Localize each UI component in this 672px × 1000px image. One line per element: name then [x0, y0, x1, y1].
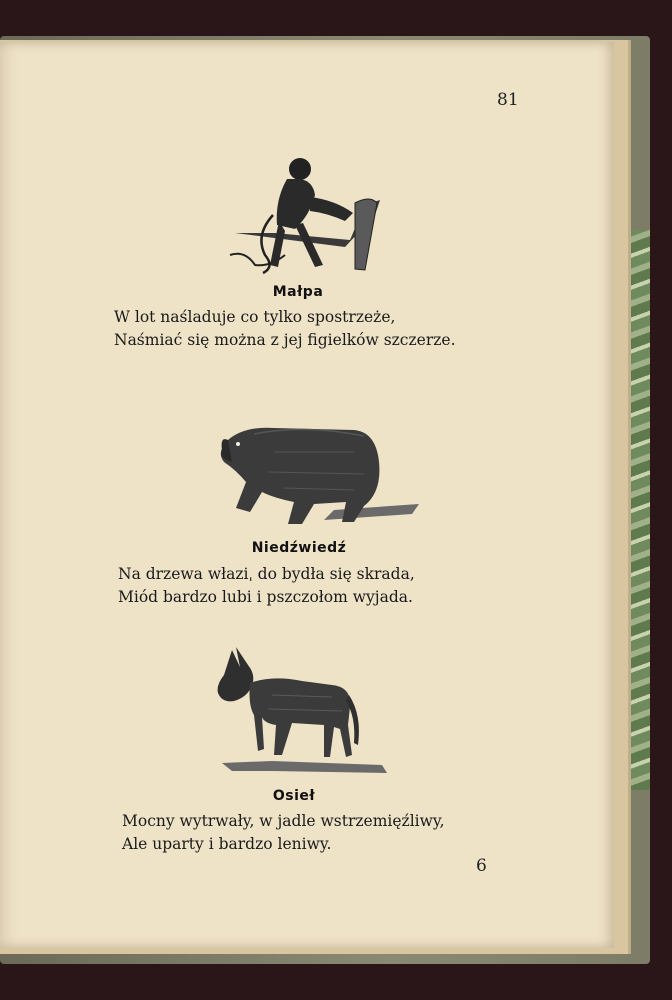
verse-line: Naśmiać się można z jej figielków szczerze. — [114, 331, 456, 349]
donkey-illustration — [212, 645, 392, 780]
caption-bear: Niedźwiedź — [251, 540, 347, 556]
bear-illustration — [214, 422, 424, 532]
verse-line: W lot naśladuje co tylko spostrzeże, — [114, 308, 396, 326]
verse-line: Ale uparty i bardzo leniwy. — [122, 835, 332, 853]
verse-line: Miód bardzo lubi i pszczołom wyjada. — [118, 588, 413, 606]
caption-donkey: Osieł — [272, 788, 316, 804]
verse-line: Na drzewa właziˌ do bydła się skrada, — [118, 565, 415, 583]
signature-mark: 6 — [476, 856, 487, 876]
page-number: 81 — [497, 90, 519, 110]
caption-monkey: Małpa — [272, 284, 324, 300]
verse-line: Mocny wytrwały, w jadle wstrzemięźliwy, — [122, 812, 445, 830]
monkey-illustration — [215, 155, 385, 275]
